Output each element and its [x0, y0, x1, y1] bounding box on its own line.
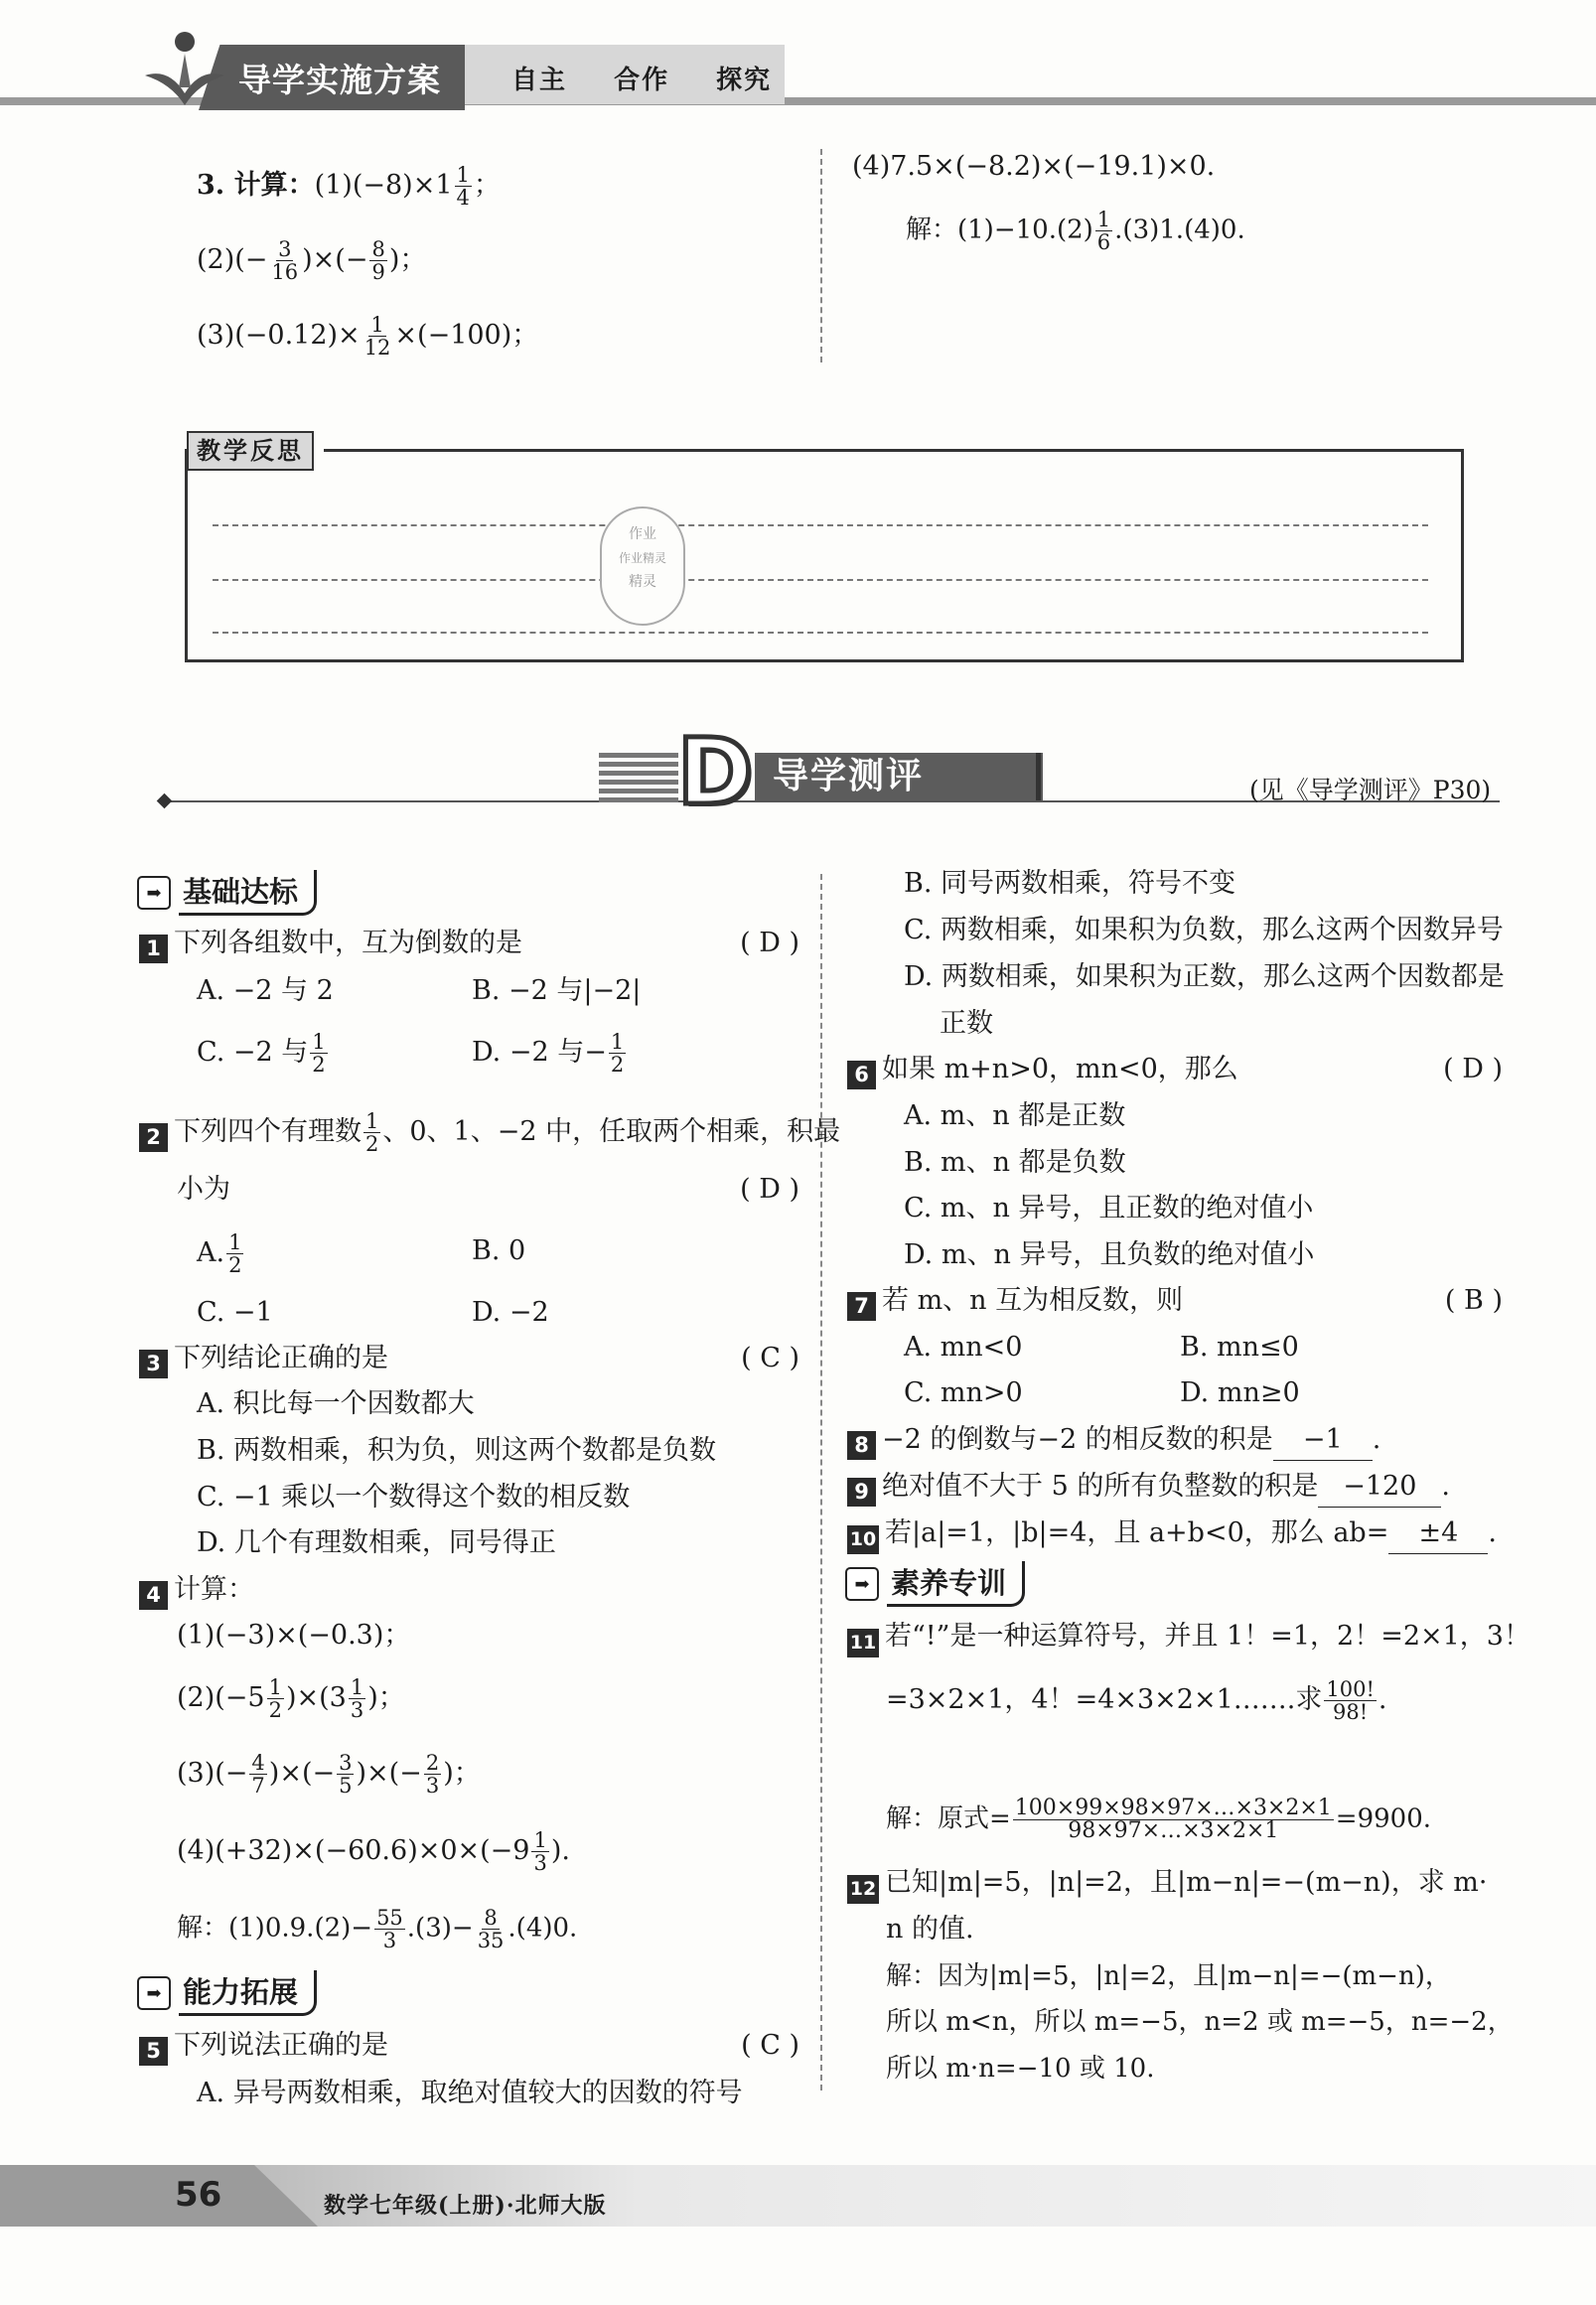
q7-answer: ( B ) — [1444, 1285, 1503, 1316]
top-q3-part2: (2)(− $\frac{3}{16}$ )×(− $\frac{8}{9}$ )； — [197, 237, 427, 284]
header-tag-2: 探究 — [716, 66, 773, 95]
q12-stem-cont: n 的值. — [886, 1914, 974, 1945]
q6-stem: 6 如果 m+n>0，mn<0，那么 ( D ) — [847, 1050, 1503, 1089]
section-d-reference: (见《导学测评》P30) — [1249, 776, 1492, 804]
literacy-section-tag: ➡ 素养专训 — [845, 1561, 1025, 1607]
watermark-stamp: 作业 作业精灵 精灵 — [600, 506, 685, 626]
q12-stem: 12 已知|m|=5，|n|=2，且|m−n|=−(m−n)，求 m· — [847, 1863, 1488, 1904]
reflection-box — [185, 449, 1464, 662]
q7-option-b: B. mn≤0 — [1180, 1332, 1299, 1363]
basic-section-tag: ➡ 基础达标 — [137, 870, 317, 916]
q3-option-a: A. 积比每一个因数都大 — [197, 1388, 475, 1419]
q11-number: 11 — [847, 1629, 879, 1657]
q9-number: 9 — [847, 1478, 876, 1507]
q8-stem: 8 −2 的倒数与−2 的相反数的积是 −1 . — [847, 1420, 1380, 1461]
fraction: $\frac{55}{3}$ — [376, 1906, 403, 1952]
q11-stem: 11 若“!”是一种运算符号，并且 1！=1，2！=2×1，3！ — [847, 1617, 1530, 1657]
q5-option-c: C. 两数相乘，如果积为负数，那么这两个因数异号 — [904, 915, 1504, 945]
q2-option-b: B. 0 — [472, 1235, 526, 1266]
q2-option-c: C. −1 — [197, 1297, 273, 1328]
header-title: 导学实施方案 — [238, 61, 441, 99]
column-divider-top — [820, 149, 822, 362]
q9-answer-blank: −120 — [1318, 1467, 1441, 1508]
top-q3-part1: 3. 计算：(1)(−8)×1 $\frac{1}{4}$ ； — [197, 163, 501, 210]
fraction: $\frac{1}{12}$ — [363, 313, 391, 360]
q6-answer: ( D ) — [1443, 1054, 1503, 1084]
q5-stem: 5 下列说法正确的是 ( C ) — [139, 2026, 799, 2066]
q12-solution-2: 所以 m<n，所以 m=−5，n=2 或 m=−5，n=−2， — [886, 2007, 1514, 2037]
q6-number: 6 — [847, 1061, 876, 1089]
q1-option-d: D. −2 与− $\frac{1}{2}$ — [472, 1030, 625, 1077]
fraction: $\frac{1}{2}$ — [610, 1030, 625, 1077]
q8-answer-blank: −1 — [1273, 1420, 1373, 1461]
arrow-right-icon: ➡ — [845, 1567, 879, 1601]
q2-stem: 2 下列四个有理数 $\frac{1}{2}$ 、0、1、−2 中，任取两个相乘，积最 — [139, 1110, 840, 1155]
q6-option-a: A. m、n 都是正数 — [904, 1100, 1126, 1131]
q3-stem: 3 下列结论正确的是 ( C ) — [139, 1339, 799, 1378]
q11-solution: 解：原式= $\frac{100\times 99\times 98\times 97\times\dots\times 3\times 2\times 1}{98\times 97\times\dots\times 3\times 2\times 1}$ =9900. — [886, 1796, 1432, 1843]
q5-option-b: B. 同号两数相乘，符号不变 — [904, 868, 1236, 899]
header-tag-0: 自主 — [511, 66, 568, 95]
q1-option-a: A. −2 与 2 — [197, 975, 334, 1006]
q3-option-c: C. −1 乘以一个数得这个数的相反数 — [197, 1482, 631, 1513]
q4-solution: 解：(1)0.9.(2)− $\frac{55}{3}$ .(3)− $\frac{8}{35}$ .(4)0. — [177, 1906, 578, 1952]
fraction: $\frac{100\times 99\times 98\times 97\times\dots\times 3\times 2\times 1}{98\times 97\times\dots\times 3\times 2\times 1}$ — [1014, 1796, 1332, 1843]
q3-option-d: D. 几个有理数相乘，同号得正 — [197, 1527, 556, 1558]
reflection-title: 教学反思 — [187, 431, 314, 471]
q7-option-a: A. mn<0 — [904, 1332, 1023, 1363]
q1-stem: 1 下列各组数中，互为倒数的是 ( D ) — [139, 924, 799, 963]
q3-option-b: B. 两数相乘，积为负，则这两个数都是负数 — [197, 1435, 717, 1466]
q7-option-d: D. mn≥0 — [1180, 1377, 1300, 1408]
fraction: $\frac{1}{3}$ — [533, 1828, 547, 1875]
q11-stem-cont: =3×2×1，4！=4×3×2×1…….求 $\frac{100!}{98!}$ . — [886, 1677, 1387, 1724]
q2-answer: ( D ) — [740, 1174, 799, 1205]
fraction: $\frac{4}{7}$ — [251, 1751, 265, 1798]
q6-option-d: D. m、n 异号，且负数的绝对值小 — [904, 1239, 1315, 1270]
q2-stem-cont: 小为 ( D ) — [177, 1170, 799, 1210]
q5-option-d-cont: 正数 — [940, 1008, 993, 1039]
q4-part1: (1)(−3)×(−0.3)； — [177, 1620, 411, 1651]
ability-section-tag: ➡ 能力拓展 — [137, 1970, 317, 2016]
q1-answer: ( D ) — [740, 928, 799, 958]
fraction: $\frac{3}{16}$ — [271, 237, 299, 284]
q10-answer-blank: ±4 — [1388, 1513, 1488, 1554]
footer-page-number: 56 — [175, 2175, 222, 2215]
logo-icon — [139, 28, 230, 111]
fraction: $\frac{8}{35}$ — [477, 1906, 505, 1952]
section-d-dot-left — [157, 793, 173, 809]
q6-option-c: C. m、n 异号，且正数的绝对值小 — [904, 1193, 1314, 1224]
q12-solution-1: 解：因为|m|=5，|n|=2，且|m−n|=−(m−n)， — [886, 1961, 1451, 1991]
fraction: $\frac{100!}{98!}$ — [1326, 1677, 1375, 1724]
q7-number: 7 — [847, 1292, 876, 1321]
q5-option-d: D. 两数相乘，如果积为正数，那么这两个因数都是 — [904, 961, 1505, 992]
fraction: $\frac{1}{2}$ — [268, 1675, 282, 1722]
top-q3-label: 3. 计算： — [197, 170, 315, 201]
top-q3-part3: (3)(−0.12)× $\frac{1}{12}$ ×(−100)； — [197, 313, 539, 360]
reflection-line-1 — [213, 524, 1428, 526]
section-d-stripes — [599, 753, 678, 802]
header-tag-1: 合作 — [614, 66, 670, 95]
fraction: $\frac{1}{2}$ — [312, 1030, 326, 1077]
q1-option-c: C. −2 与 $\frac{1}{2}$ — [197, 1030, 326, 1077]
q8-number: 8 — [847, 1431, 876, 1460]
q4-part2: (2)(−5 $\frac{1}{2}$ )×(3 $\frac{1}{3}$ )； — [177, 1675, 405, 1722]
fraction: $\frac{1}{6}$ — [1096, 208, 1111, 254]
fraction: $\frac{8}{9}$ — [371, 237, 385, 284]
fraction: $\frac{3}{5}$ — [339, 1751, 353, 1798]
q4-stem: 4 计算： — [139, 1570, 254, 1610]
column-divider-bottom — [820, 874, 822, 2090]
arrow-right-icon: ➡ — [137, 876, 171, 910]
top-q3-part4: (4)7.5×(−8.2)×(−19.1)×0. — [852, 151, 1216, 182]
q4-part4: (4)(+32)×(−60.6)×0×(−9 $\frac{1}{3}$ ). — [177, 1828, 570, 1875]
q2-option-a: A. $\frac{1}{2}$ — [197, 1230, 242, 1277]
header-tags — [511, 60, 772, 96]
q12-solution-3: 所以 m·n=−10 或 10. — [886, 2054, 1155, 2084]
q2-option-d: D. −2 — [472, 1297, 549, 1328]
fraction: $\frac{1}{2}$ — [365, 1109, 379, 1156]
reflection-topline — [324, 449, 1461, 452]
q4-part3: (3)(− $\frac{4}{7}$ )×(− $\frac{3}{5}$ )×(− $\frac{2}{3}$ )； — [177, 1751, 481, 1798]
q1-option-b: B. −2 与|−2| — [472, 975, 642, 1006]
footer-book-title: 数学七年级(上册)·北师大版 — [324, 2193, 607, 2219]
q7-option-c: C. mn>0 — [904, 1377, 1023, 1408]
reflection-line-3 — [213, 632, 1428, 634]
q12-number: 12 — [847, 1875, 879, 1904]
q6-option-b: B. m、n 都是负数 — [904, 1147, 1126, 1178]
q10-stem: 10 若|a|=1，|b|=4，且 a+b<0，那么 ab= ±4 . — [847, 1513, 1497, 1554]
q4-number: 4 — [139, 1581, 168, 1610]
q2-number: 2 — [139, 1123, 168, 1152]
q5-answer: ( C ) — [741, 2030, 799, 2061]
section-d-letter: D — [677, 719, 754, 825]
q3-number: 3 — [139, 1350, 168, 1378]
top-q3-solution: 解：(1)−10.(2) $\frac{1}{6}$ .(3)1.(4)0. — [906, 208, 1245, 254]
section-d-title: 导学测评 — [773, 756, 925, 796]
q9-stem: 9 绝对值不大于 5 的所有负整数的积是 −120 . — [847, 1467, 1450, 1508]
q5-number: 5 — [139, 2037, 168, 2066]
q10-number: 10 — [847, 1525, 879, 1554]
arrow-right-icon: ➡ — [137, 1976, 171, 2010]
fraction: $\frac{1}{4}$ — [456, 163, 470, 210]
q3-answer: ( C ) — [741, 1343, 799, 1373]
reflection-line-2 — [213, 579, 1428, 581]
fraction: $\frac{1}{2}$ — [228, 1230, 242, 1277]
q7-stem: 7 若 m、n 互为相反数，则 ( B ) — [847, 1281, 1503, 1321]
q5-option-a: A. 异号两数相乘，取绝对值较大的因数的符号 — [197, 2078, 743, 2108]
q1-number: 1 — [139, 935, 168, 963]
section-d-end-bar — [1036, 753, 1041, 800]
fraction: $\frac{2}{3}$ — [425, 1751, 440, 1798]
fraction: $\frac{1}{3}$ — [350, 1675, 364, 1722]
